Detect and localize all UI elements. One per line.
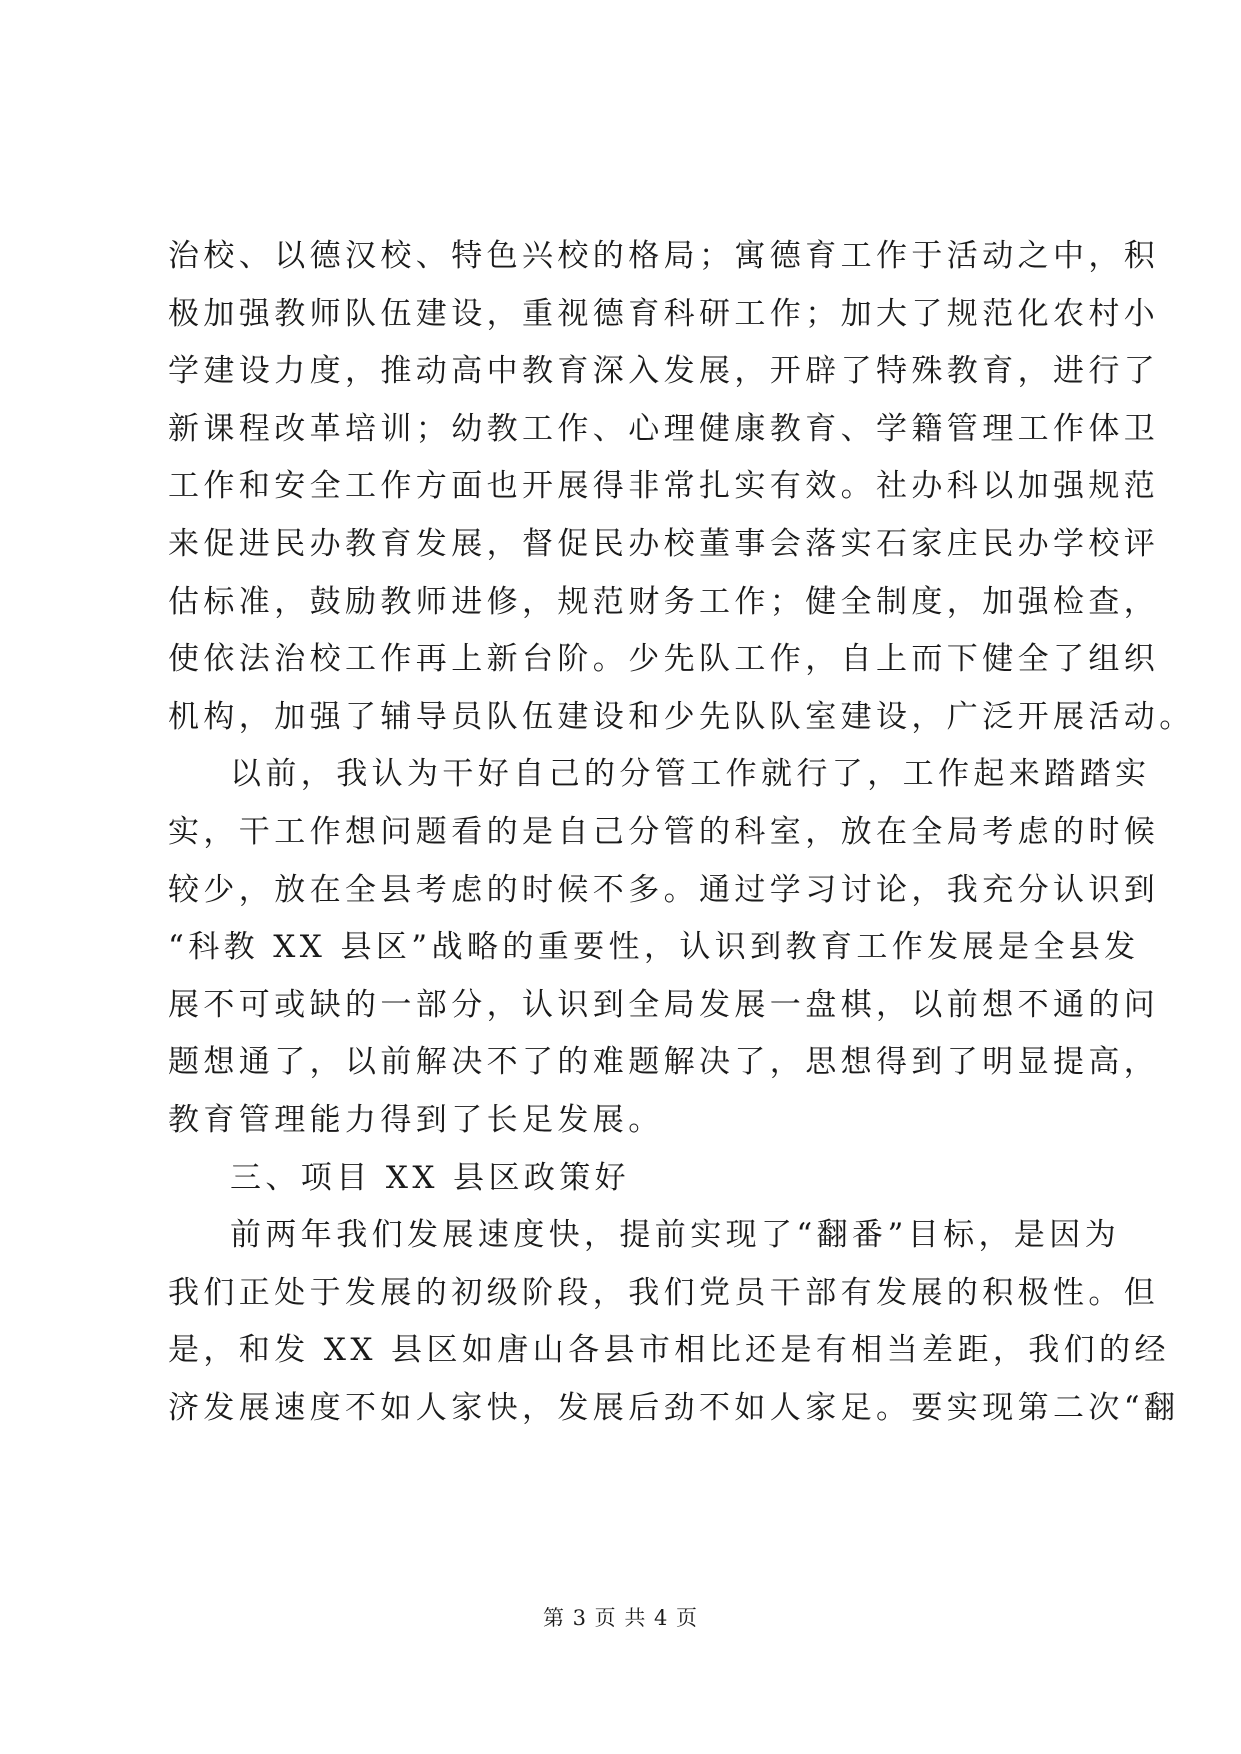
text-line: 展不可或缺的一部分，认识到全局发展一盘棋，以前想不通的问 <box>168 986 1160 1023</box>
section-heading: 三、项目 XX 县区政策好 <box>230 1159 631 1196</box>
text-line: 治校、以德汉校、特色兴校的格局；寓德育工作于活动之中，积 <box>168 238 1160 274</box>
text-line: 估标准，鼓励教师进修，规范财务工作；健全制度，加强检查， <box>168 583 1160 620</box>
paragraph-start-line: 以前，我认为干好自己的分管工作就行了，工作起来踏踏实 <box>230 756 1151 793</box>
text-line: 极加强教师队伍建设，重视德育科研工作；加大了规范化农村小 <box>168 295 1160 332</box>
text-line: 新课程改革培训；幼教工作、心理健康教育、学籍管理工作体卫 <box>168 410 1160 447</box>
text-line: 济发展速度不如人家快，发展后劲不如人家足。要实现第二次“翻 <box>168 1389 1180 1426</box>
text-line: 工作和安全工作方面也开展得非常扎实有效。社办科以加强规范 <box>168 468 1160 505</box>
text-line: 是，和发 XX 县区如唐山各县市相比还是有相当差距，我们的经 <box>168 1332 1170 1369</box>
text-line: 较少，放在全县考虑的时候不多。通过学习讨论，我充分认识到 <box>168 871 1160 908</box>
text-line: 使依法治校工作再上新台阶。少先队工作，自上而下健全了组织 <box>168 641 1160 678</box>
page-number-footer: 第 3 页 共 4 页 <box>542 1606 699 1630</box>
paragraph-start-line: 前两年我们发展速度快，提前实现了“翻番”目标，是因为 <box>230 1217 1121 1254</box>
text-line: “科教 XX 县区”战略的重要性，认识到教育工作发展是全县发 <box>168 929 1140 966</box>
document-body <box>168 228 1195 1437</box>
text-line: 机构，加强了辅导员队伍建设和少先队队室建设，广泛开展活动。 <box>168 698 1195 735</box>
text-line: 学建设力度，推动高中教育深入发展，开辟了特殊教育，进行了 <box>168 353 1160 390</box>
text-line: 实，干工作想问题看的是自己分管的科室，放在全局考虑的时候 <box>168 813 1160 850</box>
text-line: 教育管理能力得到了长足发展。 <box>168 1101 664 1138</box>
text-line: 题想通了，以前解决不了的难题解决了，思想得到了明显提高， <box>168 1044 1160 1081</box>
text-line: 我们正处于发展的初级阶段，我们党员干部有发展的积极性。但 <box>168 1274 1160 1311</box>
text-line: 来促进民办教育发展，督促民办校董事会落实石家庄民办学校评 <box>168 525 1160 562</box>
